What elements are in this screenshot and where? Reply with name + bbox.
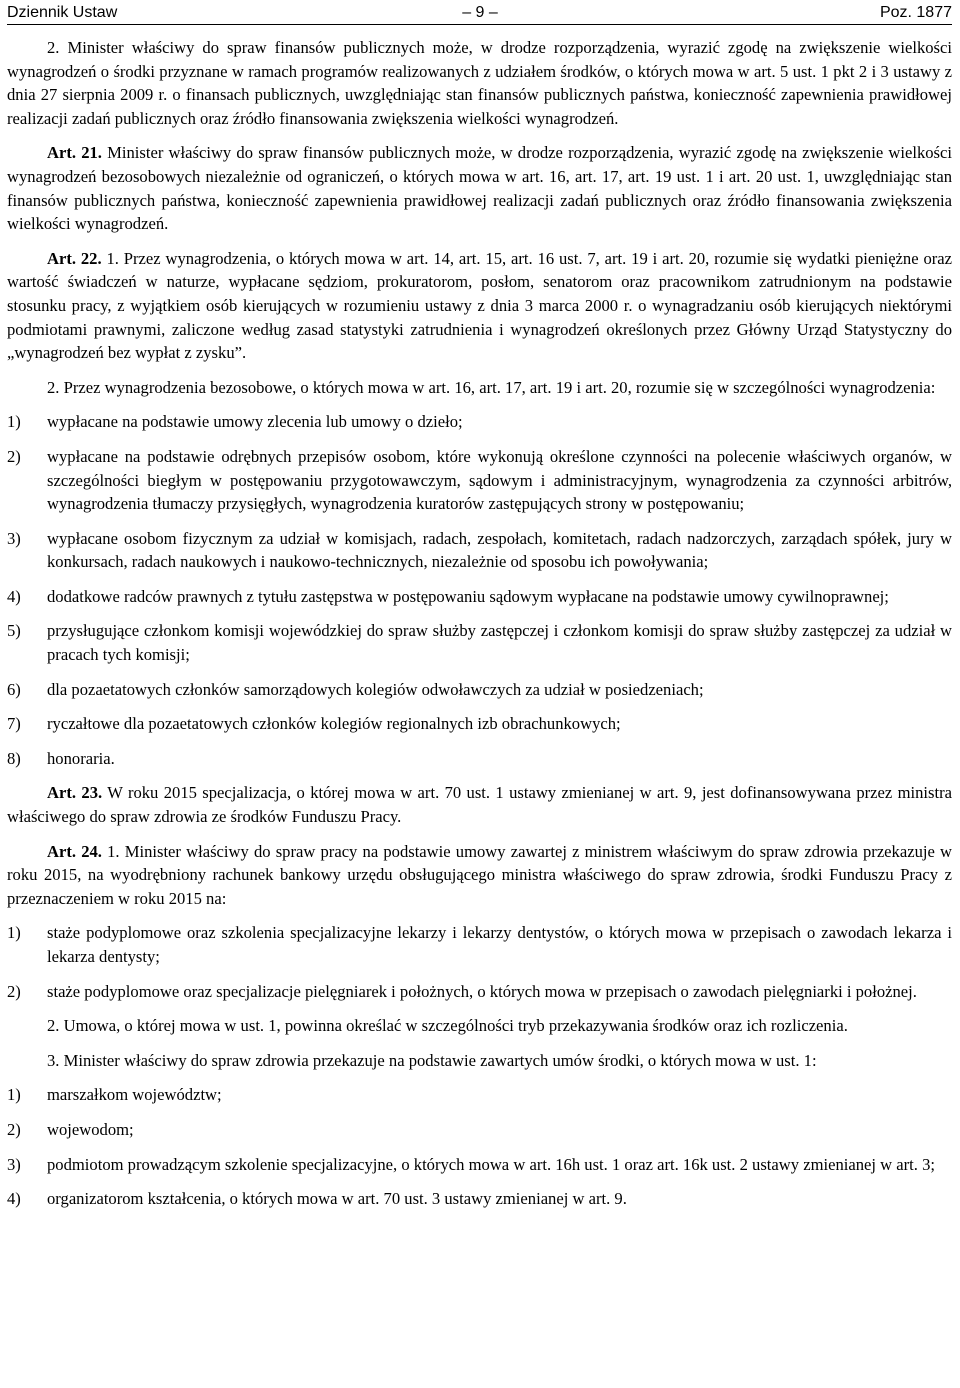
list-item-text: wypłacane na podstawie odrębnych przepisów osobom, które wykonują określone czynności na polecenie właściwych organów, w szczególności biegłym w postępowaniu przygotowawczym, sądowym i administracyjnym, wynagrodzenia za czynności arbitrów, wynagrodzenia tłumaczy przysięgłych, wynagrodzenia kuratorów zastępujących strony w postępowaniu; — [47, 446, 952, 514]
article-22-label: Art. 22. — [47, 248, 102, 268]
list-item-number: 5) — [7, 621, 21, 641]
list-item-text: przysługujące członkom komisji wojewódzkiej do spraw służby zastępczej i członkom komisji do spraw służby zastępczej za udział w pracach tych komisji; — [47, 621, 952, 665]
list-item — [7, 1153, 952, 1177]
list-item-number: 8) — [7, 748, 21, 768]
article-24-label: Art. 24. — [47, 841, 102, 861]
article-21 — [7, 141, 952, 235]
paragraph-art20-2: 2. Minister właściwy do spraw finansów publicznych może, w drodze rozporządzenia, wyrazić zgodę na zwiększenie wielkości wynagrodzeń o środki przyznane w ramach programów realizowanych z udziałem środków, o których mowa w art. 5 ust. 1 pkt 2 i 3 ustawy z dnia 27 sierpnia 2009 r. o finansach publicznych, uwzględniając stan finansów publicznych państwa, konieczność zapewnienia prawidłowej realizacji zadań publicznych oraz źródło finansowania zwiększenia wielkości wynagrodzeń. — [7, 38, 952, 128]
article-24 — [7, 840, 952, 911]
list-item-text: wojewodom; — [47, 1119, 134, 1139]
article-23 — [7, 781, 952, 828]
list-art24-3 — [7, 1083, 952, 1210]
list-item-text: staże podyplomowe oraz szkolenia specjalizacyjne lekarzy i lekarzy dentystów, o których mowa w przepisach o zawodach lekarza i lekarza dentysty; — [47, 923, 952, 966]
list-item-text: honoraria. — [47, 748, 115, 768]
article-22-section-2: 2. Przez wynagrodzenia bezosobowe, o których mowa w art. 16, art. 17, art. 19 i art. 20, rozumie się w szczególności wynagrodzenia: — [47, 377, 936, 397]
list-item-number: 1) — [7, 923, 21, 943]
list-item-number: 6) — [7, 679, 21, 699]
list-item — [7, 410, 952, 434]
article-24-text: 1. Minister właściwy do spraw pracy na podstawie umowy zawartej z ministrem właściwym do spraw zdrowia przekazuje w roku 2015, na wyodrębniony rachunek bankowy urzędu obsługującego ministra właściwego do spraw zdrowia, środki Funduszu Pracy z przeznaczeniem w roku 2015 na: — [7, 841, 952, 908]
list-item — [7, 921, 952, 968]
list-item-number: 2) — [7, 1119, 21, 1139]
list-item-number: 1) — [7, 1085, 21, 1105]
list-item-text: wypłacane na podstawie umowy zlecenia lub umowy o dzieło; — [47, 412, 463, 432]
journal-title: Dziennik Ustaw — [7, 4, 118, 21]
article-24-section-2: 2. Umowa, o której mowa w ust. 1, powinna określać w szczególności tryb przekazywania środków oraz ich rozliczenia. — [47, 1016, 848, 1036]
list-item-number: 2) — [7, 446, 21, 466]
list-item — [7, 445, 952, 516]
document-body — [7, 36, 952, 1211]
article-21-label: Art. 21. — [47, 143, 102, 163]
list-item-number: 2) — [7, 981, 21, 1001]
list-item — [7, 1187, 952, 1211]
list-item-text: staże podyplomowe oraz specjalizacje pielęgniarek i położnych, o których mowa w przepisach o zawodach pielęgniarki i położnej. — [47, 981, 917, 1001]
page-header — [7, 0, 952, 25]
list-art22 — [7, 410, 952, 770]
list-item-number: 3) — [7, 1154, 21, 1174]
list-item-text: ryczałtowe dla pozaetatowych członków kolegiów regionalnych izb obrachunkowych; — [47, 714, 621, 734]
list-item — [7, 747, 952, 771]
article-23-label: Art. 23. — [47, 783, 103, 803]
list-item-number: 7) — [7, 714, 21, 734]
article-23-text: W roku 2015 specjalizacja, o której mowa w art. 70 ust. 1 ustawy zmienianej w art. 9, jest dofinansowywana przez ministra właściwego do spraw zdrowia ze środków Funduszu Pracy. — [7, 783, 952, 827]
list-item — [7, 678, 952, 702]
list-item-number: 1) — [7, 412, 21, 432]
list-item — [7, 980, 952, 1004]
article-22-text: 1. Przez wynagrodzenia, o których mowa w art. 14, art. 15, art. 16 ust. 7, art. 19 i art. 20, rozumie się wydatki pieniężne oraz wartość świadczeń w naturze, wypłacane sędziom, prokuratorom, posłom, senatorom oraz pracownikom zatrudnionym na podstawie stosunku pracy, z wyjątkiem osób kierujących w rozumieniu ustawy z dnia 3 marca 2000 r. o wynagradzaniu osób kierujących niektórymi podmiotami prawnymi, zaliczone według zasad statystyki zatrudnienia i wynagrodzeń określonych przez Główny Urząd Statystyczny do „wynagrodzeń bez wypłat z zysku”. — [7, 248, 952, 363]
list-item-number: 4) — [7, 1189, 21, 1209]
list-item-number: 3) — [7, 528, 21, 548]
article-24-section-3: 3. Minister właściwy do spraw zdrowia przekazuje na podstawie zawartych umów środki, o których mowa w ust. 1: — [47, 1050, 817, 1070]
list-item-text: dla pozaetatowych członków samorządowych kolegiów odwoławczych za udział w posiedzeniach; — [47, 679, 704, 699]
list-item — [7, 619, 952, 666]
list-item — [7, 712, 952, 736]
list-item-text: dodatkowe radców prawnych z tytułu zastępstwa w postępowaniu sądowym wypłacane na podstawie umowy cywilnoprawnej; — [47, 586, 889, 606]
list-art24-1 — [7, 921, 952, 1003]
list-item-text: organizatorom kształcenia, o których mowa w art. 70 ust. 3 ustawy zmienianej w art. 9. — [47, 1189, 627, 1209]
list-item-text: wypłacane osobom fizycznym za udział w komisjach, radach, zespołach, komitetach, radach nadzorczych, zarządach spółek, jury w konkursach, radach naukowych i naukowo-technicznych, niezależnie od sposobu ich powoływania; — [47, 528, 952, 572]
article-22 — [7, 247, 952, 365]
list-item-text: podmiotom prowadzącym szkolenie specjalizacyjne, o których mowa w art. 16h ust. 1 oraz art. 16k ust. 2 ustawy zmienianej w art. 3; — [47, 1154, 935, 1174]
article-21-text: Minister właściwy do spraw finansów publicznych może, w drodze rozporządzenia, wyrazić zgodę na zwiększenie wielkości wynagrodzeń bezosobowych niezależnie od ograniczeń, o których mowa w art. 16, art. 17, art. 19 ust. 1 i art. 20 ust. 1, uwzględniając stan finansów publicznych państwa, konieczność zapewnienia prawidłowej realizacji zadań publicznych oraz źródło finansowania zwiększenia wielkości wynagrodzeń. — [7, 143, 952, 234]
list-item — [7, 1118, 952, 1142]
page-number: – 9 – — [462, 4, 498, 21]
list-item-text: marszałkom województw; — [47, 1085, 222, 1105]
list-item-number: 4) — [7, 586, 21, 606]
list-item — [7, 1083, 952, 1107]
list-item — [7, 527, 952, 574]
position-number: Poz. 1877 — [879, 4, 952, 21]
list-item — [7, 585, 952, 609]
